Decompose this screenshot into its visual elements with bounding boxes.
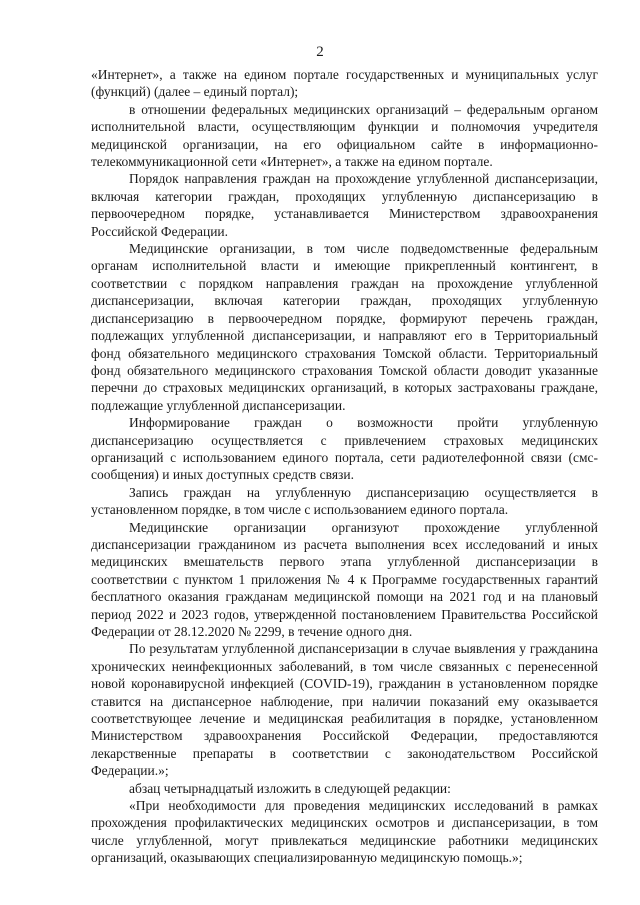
paragraph-continuation: «Интернет», а также на едином портале государственных и муниципальных услуг (функций) (далее – единый портал); [91,67,598,100]
paragraph-referral-procedure: Порядок направления граждан на прохождение углубленной диспансеризации, включая категории граждан, проходящих углубленную диспансеризацию в первоочередном порядке, устанавливается Министерством здравоохранения Российской Федерации. [91,171,598,239]
paragraph-amendment-instruction: абзац четырнадцатый изложить в следующей редакции: [129,780,451,796]
page-number: 2 [316,44,324,60]
paragraph-registration: Запись граждан на углубленную диспансеризацию осуществляется в установленном порядке, в том числе с использованием единого портала. [91,484,598,518]
paragraph-informing-citizens: Информирование граждан о возможности пройти углубленную диспансеризацию осуществляется с привлечением страховых медицинских организаций с использованием единого портала, сети радиотелефонной связи (смс-сообщения) и иных доступных средств связи. [91,415,598,483]
document-body [91,66,598,867]
paragraph-federal-organizations: в отношении федеральных медицинских организаций – федеральным органом исполнительной власти, осуществляющим функции и полномочия учредителя медицинской организации, на его официальном сайте в информационно-телекоммуникационной сети «Интернет», а также на едином портале. [91,101,598,170]
paragraph-medical-organizations-list: Медицинские организации, в том числе подведомственные федеральным органам исполнительной власти и имеющие прикрепленный контингент, в соответствии с порядком направления граждан на прохождение углубленной диспансеризации, включая категории граждан, проходящих углубленную диспансеризацию в первоочередном порядке, формируют перечень граждан, подлежащих углубленной диспансеризации, и направляют его в Территориальный фонд обязательного медицинского страхования Томской области. Территориальный фонд обязательного медицинского страхования Томской области доводит указанные перечни до страховых медицинских организаций, в которых застрахованы граждане, подлежащие углубленной диспансеризации. [91,241,598,413]
paragraph-one-day-examination: Медицинские организации организуют прохождение углубленной диспансеризации гражданином из расчета выполнения всех исследований и иных медицинских вмешательств первого этапа углубленной диспансеризации в соответствии с пунктом 1 приложения № 4 к Программе государственных гарантий бесплатного оказания гражданам медицинской помощи на 2021 год и на плановый период 2022 и 2023 годов, утвержденной постановлением Правительства Российской Федерации от 28.12.2020 № 2299, в течение одного дня. [91,519,598,639]
paragraph-amendment-text: «При необходимости для проведения медицинских исследований в рамках прохождения профилактических медицинских осмотров и диспансеризации, в том числе углубленной, могут привлекаться медицинские работники медицинских организаций, оказывающих специализированную медицинскую помощь.»; [91,798,598,866]
paragraph-results-follow-up: По результатам углубленной диспансеризации в случае выявления у гражданина хронических неинфекционных заболеваний, в том числе связанных с перенесенной новой коронавирусной инфекцией (COVID-19), гражданин в установленном порядке ставится на диспансерное наблюдение, при наличии показаний ему оказывается соответствующее лечение и медицинская реабилитация в порядке, установленном Министерством здравоохранения Российской Федерации, предоставляются лекарственные препараты в соответствии с законодательством Российской Федерации.»; [91,641,598,779]
